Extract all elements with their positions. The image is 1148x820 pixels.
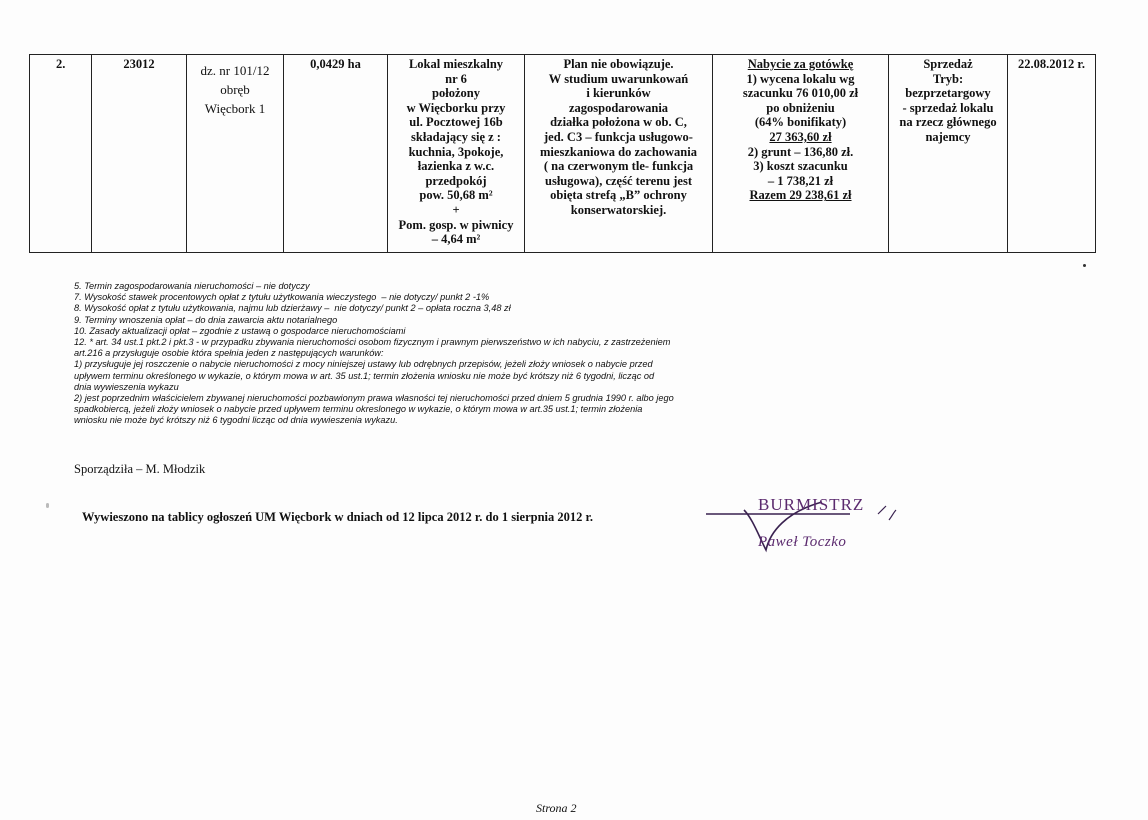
plan-line: konserwatorskiej. [570,202,667,217]
plan-line: działka położona w ob. C, [550,115,687,130]
description-line: + [452,202,460,217]
note-line: 10. Zasady aktualizacji opłat – zgodnie z ustawą o gospodarce nieruchomościami [74,325,406,336]
price-line: 3) koszt szacunku [753,159,848,174]
price-total: Razem 29 238,61 zł [749,188,852,203]
page-number: Strona 2 [536,801,577,815]
cell-number: 23012 [92,55,187,253]
mayor-stamp [700,492,920,562]
prepared-by: Sporządziła – M. Młodzik [74,462,206,476]
parcel-line: Więcbork 1 [204,101,266,116]
note-line: 2) jest poprzednim właścicielem zbywanej nieruchomości pozbawionym prawa własności tej nieruchomości przed dniem 5 grudnia 1990 r. albo jego [74,393,674,404]
plan-line: i kierunków [586,86,651,101]
note-line: 9. Terminy wnoszenia opłat – do dnia zawarcia aktu notarialnego [74,314,338,325]
table-row [30,55,1096,253]
speck [46,503,49,508]
note-line: art.216 a przysługuje osobie która spełnia jeden z następujących warunków: [74,348,384,359]
speck [1083,264,1086,267]
note-line: 12. * art. 34 ust.1 pkt.2 i pkt.3 - w przypadku zbywania nieruchomości osobom fizycznym i prawnym pierwszeństwo w ich nabyciu, z zastrzeżeniem [74,337,671,348]
price-after-discount: 27 363,60 zł [769,129,832,144]
cell-description [388,55,525,253]
note-line: spadkobiercą, jeżeli złoży wniosek o nabycie przed upływem terminu okreslonego w wykazie, o którym mowa w art.35 ust.1; termin złożenia [74,404,643,415]
cell-price [713,55,889,253]
note-line: 8. Wysokość opłat z tytułu użytkowania, najmu lub dzierżawy – nie dotyczy/ punkt 2 – opłata roczna 3,48 zł [74,303,511,314]
parcel-line: obręb [220,82,250,97]
note-line: dnia wywieszenia wykazu [74,381,179,392]
stamp-title: BURMISTRZ [758,495,865,514]
mode-line: - sprzedaż lokalu [902,100,994,115]
cell-area: 0,0429 ha [284,55,388,253]
mode-line: najemcy [925,129,971,144]
plan-line: jed. C3 – funkcja usługowo- [544,129,693,144]
notes-section [74,281,834,427]
stamp-name: Paweł Toczko [758,534,847,550]
price-heading: Nabycie za gotówkę [747,57,854,71]
plan-line: zagospodarowania [568,100,669,115]
description-line: przedpokój [425,173,487,188]
description-line: kuchnia, 3pokoje, [408,144,504,159]
note-line: 1) przysługuje jej roszczenie o nabycie nieruchomości z mocy niniejszej ustawy lub odrębnych przepisów, jeżeli złoży wniosek o nabycie przed [74,359,653,370]
plan-line: usługowa), część terenu jest [545,173,692,188]
description-line: łazienka z w.c. [417,159,495,174]
parcel-line: dz. nr 101/12 [200,63,270,78]
plan-line: obięta strefą „B” ochrony [550,188,687,203]
price-line: – 1 738,21 zł [767,173,834,188]
description-line: pow. 50,68 m² [419,188,493,203]
price-line: (64% bonifikaty) [754,115,847,130]
cell-parcel [187,55,284,253]
price-line: szacunku 76 010,00 zł [742,86,859,101]
note-line: upływem terminu określonego w wykazie, o którym mowa w art. 35 ust.1; termin złożenia wniosku nie może być krótszy niż 6 tygodni, licząc od [74,370,655,381]
description-line: w Więcborku przy [406,100,506,115]
mode-line: na rzecz głównego [899,115,997,130]
cell-lp: 2. [30,55,92,253]
note-line: 5. Termin zagospodarowania nieruchomości – nie dotyczy [74,281,310,291]
price-line: 1) wycena lokalu wg [746,71,855,86]
price-line: 2) grunt – 136,80 zł. [747,144,854,159]
description-line: Lokal mieszkalny [408,57,504,71]
description-line: składający się z : [411,129,501,144]
plan-line: mieszkaniowa do zachowania [540,144,697,159]
price-line: po obniżeniu [766,100,835,115]
mode-line: Tryb: [932,71,964,86]
description-line: nr 6 [445,71,467,86]
description-line: Pom. gosp. w piwnicy [398,217,514,232]
mode-line: Sprzedaż [923,57,973,71]
note-line: wniosku nie może być krótszy niż 6 tygodni licząc od dnia wywieszenia wykazu. [74,415,398,426]
cell-mode [889,55,1008,253]
posting-statement: Wywieszono na tablicy ogłoszeń UM Więcbork w dniach od 12 lipca 2012 r. do 1 sierpnia 2012 r. [82,510,594,524]
mode-line: bezprzetargowy [905,86,991,101]
note-line: 7. Wysokość stawek procentowych opłat z tytułu użytkowania wieczystego – nie dotyczy/ punkt 2 -1% [74,292,490,303]
cell-date: 22.08.2012 r. [1008,55,1096,253]
plan-line: ( na czerwonym tle- funkcja [543,159,694,174]
description-line: – 4,64 m² [431,232,481,247]
description-line: położony [432,86,480,101]
property-table [29,54,1096,253]
plan-line: W studium uwarunkowań [548,71,689,86]
plan-line: Plan nie obowiązuje. [563,57,674,71]
description-line: ul. Pocztowej 16b [409,115,503,130]
cell-plan [525,55,713,253]
